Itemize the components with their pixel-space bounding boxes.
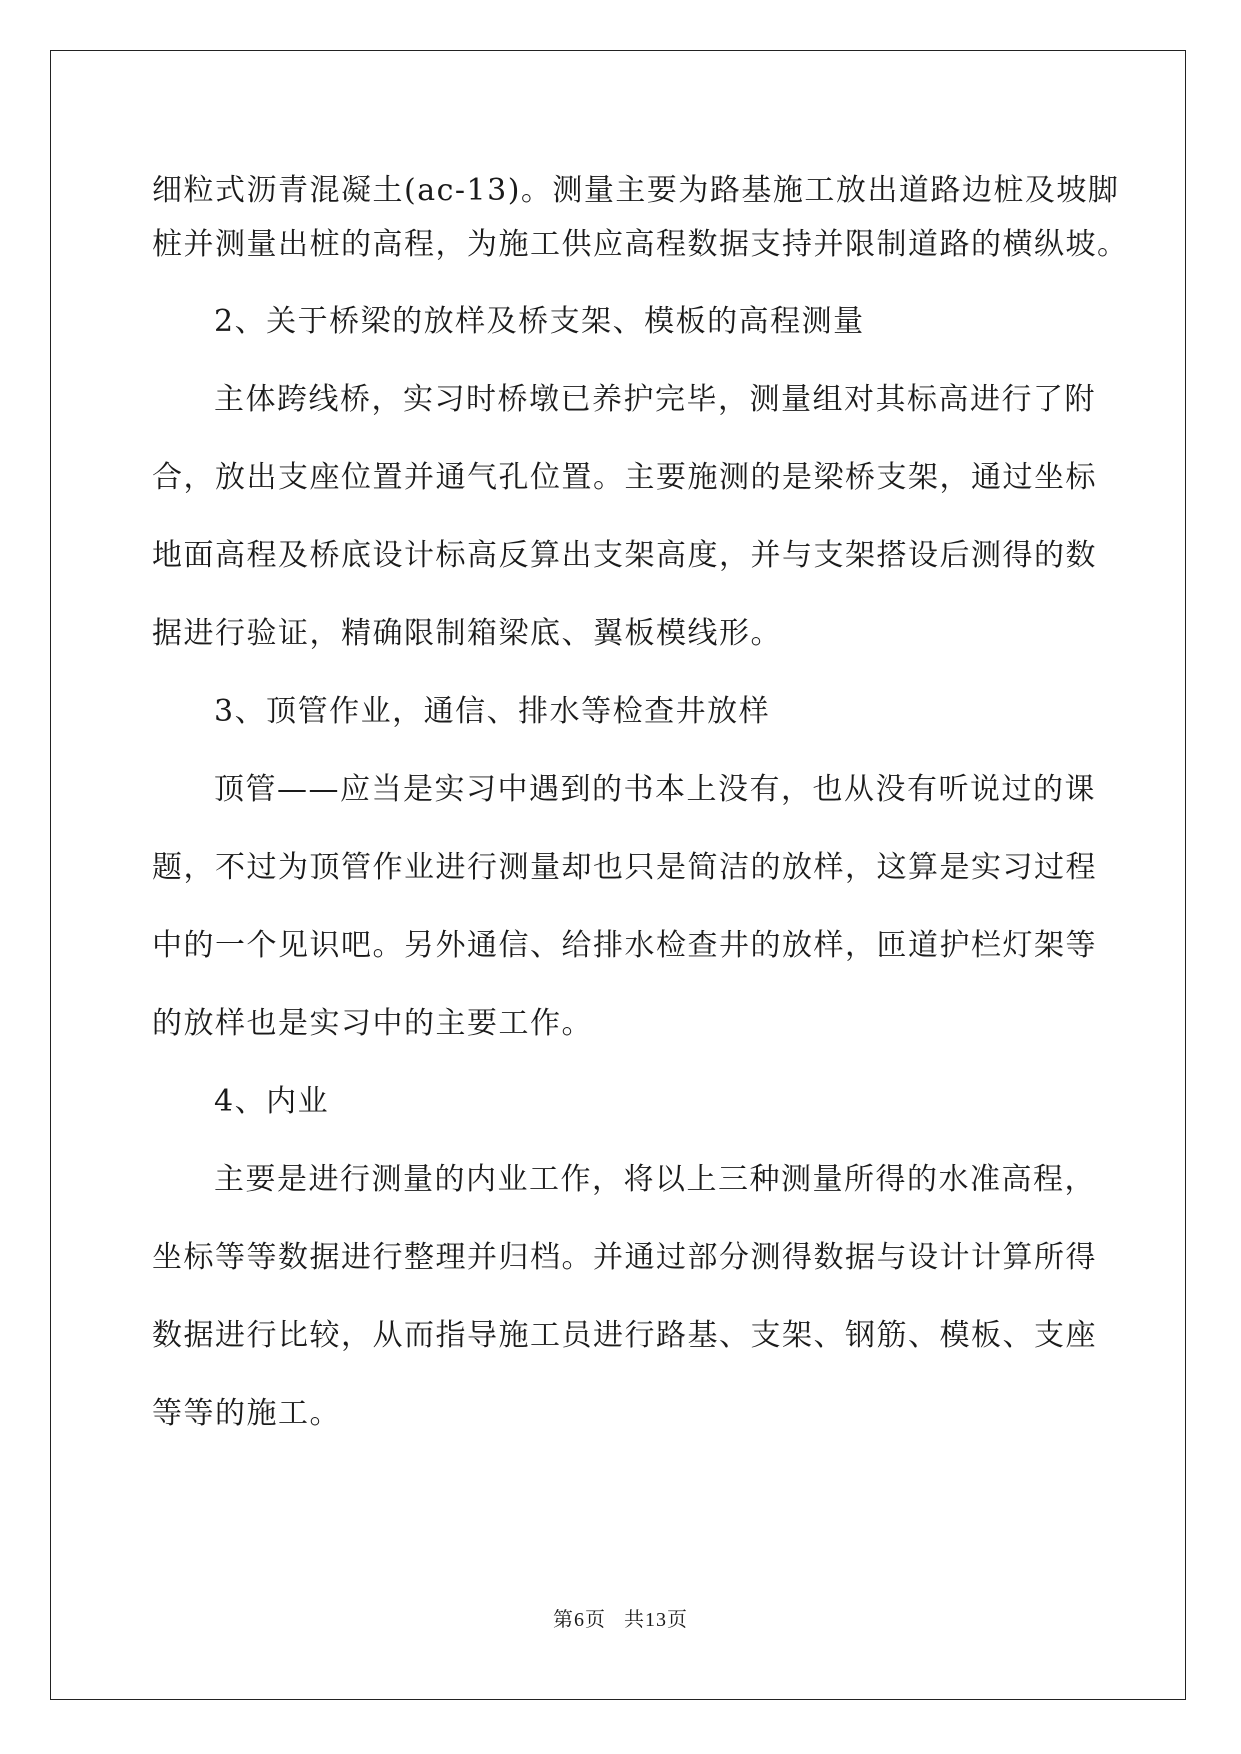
body-line: 数据进行比较，从而指导施工员进行路基、支架、钢筋、模板、支座 bbox=[152, 1318, 1097, 1353]
body-line: 合，放出支座位置并通气孔位置。主要施测的是梁桥支架，通过坐标 bbox=[152, 460, 1097, 495]
body-line: 顶管——应当是实习中遇到的书本上没有，也从没有听说过的课 bbox=[214, 772, 1096, 807]
section-heading: 4、内业 bbox=[214, 1084, 330, 1119]
body-line: 主体跨线桥，实习时桥墩已养护完毕，测量组对其标高进行了附 bbox=[214, 382, 1096, 417]
body-line: 地面高程及桥底设计标高反算出支架高度，并与支架搭设后测得的数 bbox=[152, 538, 1097, 573]
section-heading: 2、关于桥梁的放样及桥支架、模板的高程测量 bbox=[214, 304, 865, 339]
page-prefix: 第 bbox=[553, 1607, 574, 1631]
page-number: 6 bbox=[574, 1609, 585, 1631]
body-line: 题，不过为顶管作业进行测量却也只是简洁的放样，这算是实习过程 bbox=[152, 850, 1097, 885]
page-footer bbox=[0, 1606, 1241, 1633]
body-line: 的放样也是实习中的主要工作。 bbox=[152, 1006, 593, 1041]
page-suffix: 页 bbox=[585, 1607, 606, 1631]
body-line: 主要是进行测量的内业工作，将以上三种测量所得的水准高程， bbox=[214, 1162, 1096, 1197]
body-line: 桩并测量出桩的高程，为施工供应高程数据支持并限制道路的横纵坡。 bbox=[152, 227, 1129, 262]
total-pages: 13 bbox=[645, 1609, 667, 1631]
body-line: 细粒式沥青混凝土(ac-13)。测量主要为路基施工放出道路边桩及坡脚 bbox=[152, 173, 1120, 208]
body-line: 等等的施工。 bbox=[152, 1396, 341, 1431]
body-line: 据进行验证，精确限制箱梁底、翼板模线形。 bbox=[152, 616, 782, 651]
section-heading: 3、顶管作业，通信、排水等检查井放样 bbox=[214, 694, 771, 729]
total-suffix: 页 bbox=[667, 1607, 688, 1631]
total-prefix: 共 bbox=[624, 1607, 645, 1631]
body-line: 坐标等等数据进行整理并归档。并通过部分测得数据与设计计算所得 bbox=[152, 1240, 1097, 1275]
body-line: 中的一个见识吧。另外通信、给排水检查井的放样，匝道护栏灯架等 bbox=[152, 928, 1097, 963]
